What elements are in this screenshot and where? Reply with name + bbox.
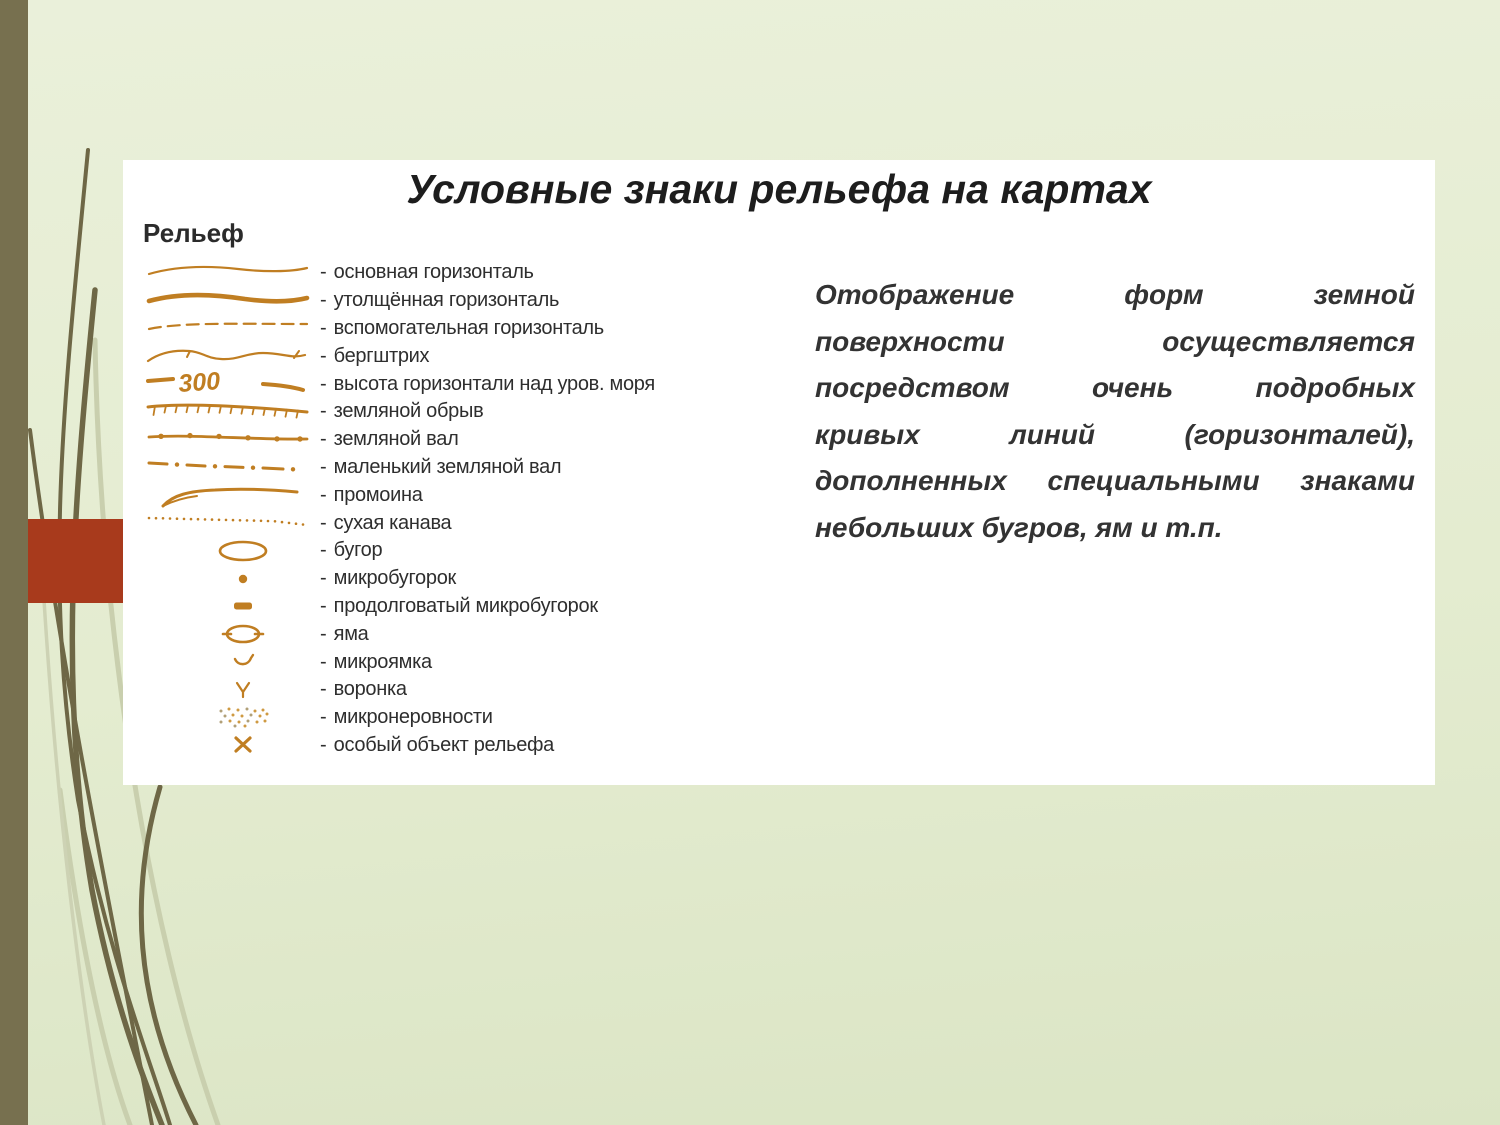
legend-list: [143, 259, 703, 759]
legend-dash: -: [320, 483, 327, 506]
micro-pit-icon: [143, 649, 313, 675]
legend-dash: -: [320, 428, 327, 451]
legend-row: [143, 648, 703, 676]
pit-icon: [143, 621, 313, 647]
legend-item-label: яма: [333, 622, 369, 645]
legend-dash: -: [320, 678, 327, 701]
legend-item-label: маленький земляной вал: [333, 455, 562, 478]
knoll-icon: [143, 538, 313, 564]
paragraph-line: посредством очень подробных: [815, 372, 1415, 403]
legend-dash: -: [320, 511, 327, 534]
legend-row: [143, 509, 703, 537]
legend-dash: -: [320, 289, 327, 312]
legend-row: [143, 732, 703, 760]
micro-knoll-icon: [143, 566, 313, 592]
legend-item-label: земляной вал: [333, 428, 459, 451]
legend-row: [143, 565, 703, 593]
legend-dash: -: [320, 344, 327, 367]
legend-item-label: высота горизонтали над уров. моря: [333, 372, 655, 395]
paragraph-line: кривых линий (горизонталей),: [815, 418, 1415, 450]
legend-row: [143, 620, 703, 648]
micro-roughness-icon: [143, 705, 313, 731]
paragraph-line: небольших бугров, ям и т.п.: [815, 511, 1223, 543]
gully-icon: [143, 482, 313, 508]
paragraph-line: поверхности осуществляется: [815, 325, 1415, 357]
legend-item-label: бергштрих: [333, 344, 430, 367]
legend-item-label: особый объект рельефа: [333, 733, 555, 756]
svg-text:300: 300: [177, 367, 222, 399]
legend-dash: -: [320, 622, 327, 645]
legend-row: [143, 398, 703, 426]
legend-dash: -: [320, 706, 327, 729]
legend-dash: -: [320, 650, 327, 673]
dry-ditch-icon: [143, 510, 313, 536]
thickened-contour-line-icon: [143, 288, 313, 314]
legend-row: [143, 259, 703, 287]
legend-row: [143, 367, 703, 399]
elongated-micro-knoll-icon: [143, 593, 313, 619]
legend-dash: -: [320, 372, 327, 395]
content-panel: [123, 160, 1435, 785]
legend-item-label: вспомогательная горизонталь: [333, 316, 604, 339]
legend-item-label: промоина: [333, 483, 423, 506]
slope-tick-bergstrich-icon: [143, 343, 313, 369]
earth-wall-icon: [143, 427, 313, 453]
auxiliary-contour-line-icon: [143, 315, 313, 341]
legend-row: [143, 676, 703, 704]
legend-dash: -: [320, 567, 327, 590]
funnel-icon: [143, 677, 313, 703]
olive-side-bar: [0, 0, 28, 1125]
legend-item-label: основная горизонталь: [333, 261, 534, 284]
legend-dash: -: [320, 733, 327, 756]
legend-row: [143, 315, 703, 343]
special-relief-object-icon: [143, 732, 313, 758]
legend-item-label: микронеровности: [333, 706, 493, 729]
legend-item-label: бугор: [333, 539, 383, 562]
legend-item-label: микроямка: [333, 650, 432, 673]
main-contour-line-icon: [143, 260, 313, 286]
paragraph-line: дополненных специальными знаками: [815, 465, 1415, 496]
small-earth-wall-icon: [143, 454, 313, 480]
legend-header: Рельеф: [143, 218, 244, 248]
legend-row: [143, 537, 703, 565]
page-title: Условные знаки рельефа на картах: [406, 166, 1152, 212]
legend-row: [143, 454, 703, 482]
paragraph-line: Отображение форм земной: [815, 279, 1415, 310]
legend-row: [143, 704, 703, 732]
description-paragraph: [815, 272, 1415, 551]
legend-item-label: земляной обрыв: [333, 400, 484, 423]
legend-item-label: утолщённая горизонталь: [333, 289, 560, 312]
legend-dash: -: [320, 455, 327, 478]
legend-row: [143, 593, 703, 621]
legend-dash: -: [320, 594, 327, 617]
legend-item-label: воронка: [333, 678, 407, 701]
legend-row: [143, 481, 703, 509]
legend-row: [143, 287, 703, 315]
legend-dash: -: [320, 539, 327, 562]
legend-item-label: сухая канава: [333, 511, 452, 534]
legend-row: [143, 426, 703, 454]
legend-dash: -: [320, 400, 327, 423]
legend-dash: -: [320, 261, 327, 284]
legend-item-label: микробугорок: [333, 567, 456, 590]
earth-cliff-icon: [143, 399, 313, 425]
legend-dash: -: [320, 316, 327, 339]
contour-elevation-label-icon: [143, 367, 313, 399]
legend-row: [143, 342, 703, 370]
legend-item-label: продолговатый микробугорок: [333, 594, 598, 617]
